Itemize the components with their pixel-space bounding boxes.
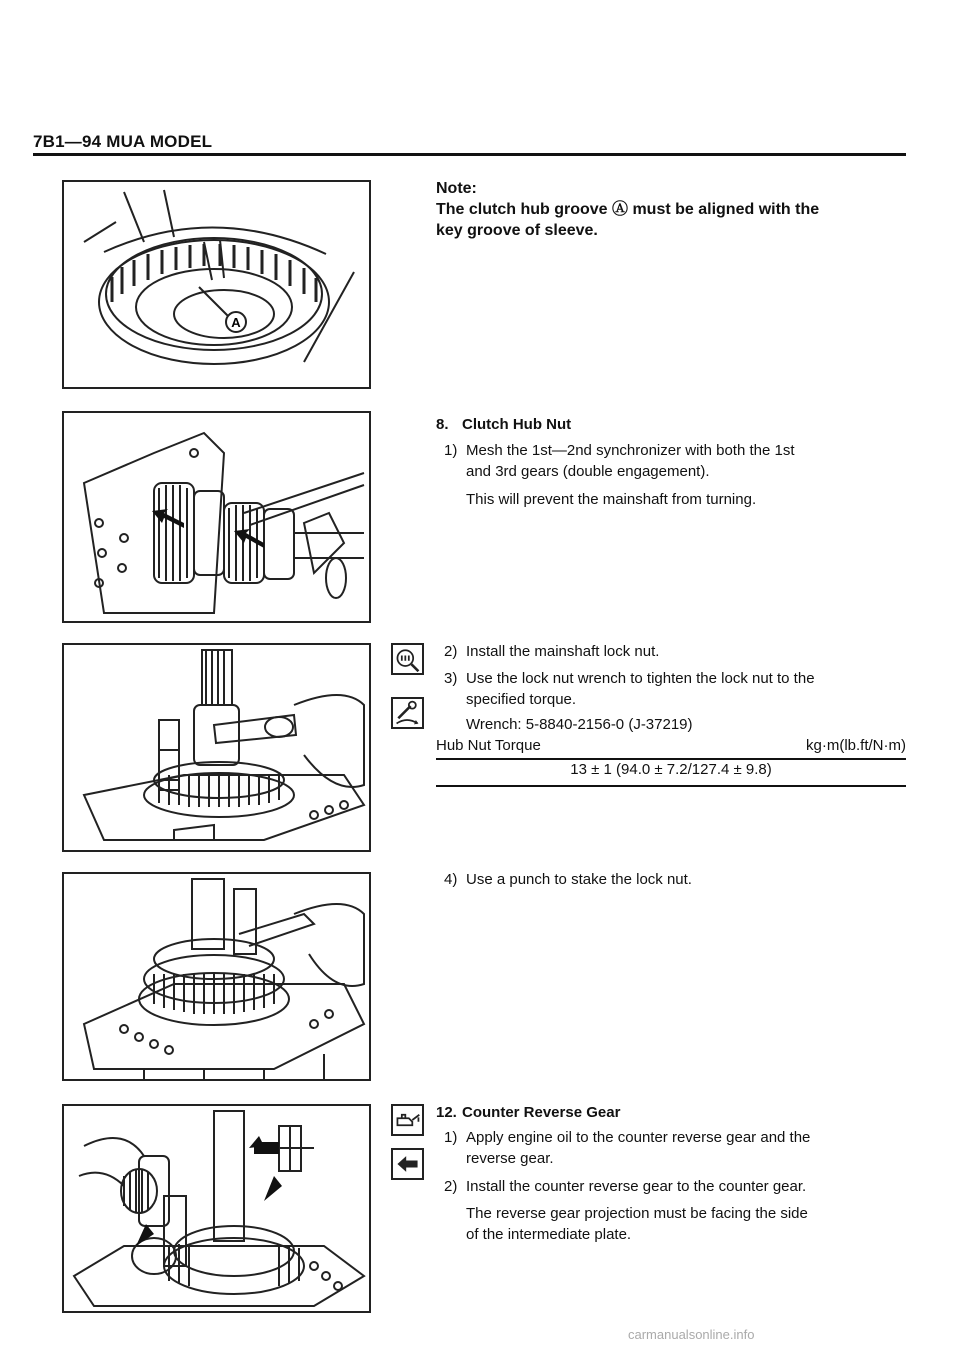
step-12-title: Counter Reverse Gear [462, 1104, 621, 1121]
oil-can-icon [391, 1104, 424, 1136]
step-8-sub-1 [436, 440, 906, 510]
torque-value: 13 ± 1 (94.0 ± 7.2/127.4 ± 9.8) [570, 761, 772, 778]
footer-watermark: carmanualsonline.info [628, 1327, 755, 1342]
step-8-sub-1-line-1: Mesh the 1st—2nd synchronizer with both the 1st [466, 442, 795, 459]
callout-a-label: A [231, 315, 241, 330]
step-8-heading [436, 414, 906, 435]
torque-units: kg·m(lb.ft/N·m) [806, 737, 906, 754]
figure-clutch-hub-groove [62, 180, 371, 389]
step-8-title: Clutch Hub Nut [462, 416, 572, 433]
step-8-number: 8. [436, 416, 449, 433]
note-line-2: key groove of sleeve. [436, 222, 598, 239]
step-12-sub-1-line-1: Apply engine oil to the counter reverse gear and the [466, 1129, 811, 1146]
header-rule [33, 153, 906, 156]
step-8-sub-1-number: 1) [444, 442, 458, 459]
step-12-sub-2-number: 2) [444, 1178, 458, 1195]
page-header: 7B1—94 MUA MODEL [33, 132, 213, 151]
step-12-sub-1-number: 1) [444, 1129, 458, 1146]
note-block [436, 178, 906, 241]
lock-nut-wrench-illustration [64, 645, 369, 850]
step-8-sub-2-number: 2) [444, 643, 458, 660]
step-12-sub-2 [436, 1176, 906, 1245]
install-direction-arrow-icon [391, 1148, 424, 1180]
step-8-sub-3-line-1: Use the lock nut wrench to tighten the lock nut to the [466, 670, 815, 687]
step-8-sub-4-text: Use a punch to stake the lock nut. [466, 871, 692, 888]
step-12-sub-2-line-1: Install the counter reverse gear to the counter gear. [466, 1178, 807, 1195]
punch-stake-illustration [64, 874, 369, 1079]
clutch-hub-illustration [64, 182, 369, 387]
install-mainshaft-icon [391, 643, 424, 675]
torque-label: Hub Nut Torque [436, 737, 541, 754]
step-12-number: 12. [436, 1104, 457, 1121]
step-12-sub-2-line-2: The reverse gear projection must be facing the side [466, 1205, 808, 1222]
figure-lock-nut-wrench [62, 643, 371, 852]
step-8-sub-1-line-2: and 3rd gears (double engagement). [466, 463, 710, 480]
step-8-sub-4-number: 4) [444, 871, 458, 888]
step-8-sub-2-text: Install the mainshaft lock nut. [466, 643, 660, 660]
torque-table-rule-top [436, 758, 906, 760]
step-8-sub-3-number: 3) [444, 670, 458, 687]
note-line-1: The clutch hub groove Ⓐ must be aligned with the [436, 201, 820, 218]
step-8-sub-2 [436, 641, 906, 662]
synchronizer-illustration [64, 413, 369, 621]
note-title: Note: [436, 180, 477, 197]
step-8-sub-1-line-3: This will prevent the mainshaft from turning. [466, 491, 757, 508]
step-12-heading [436, 1102, 906, 1123]
torque-wrench-icon [391, 697, 424, 729]
step-8-sub-3-line-2: specified torque. [466, 691, 577, 708]
step-8-sub-3-line-3: Wrench: 5-8840-2156-0 (J-37219) [466, 716, 693, 733]
step-12-sub-2-line-3: of the intermediate plate. [466, 1226, 632, 1243]
step-8-sub-4 [436, 869, 906, 890]
step-8-sub-3 [436, 668, 906, 735]
step-12-sub-1-line-2: reverse gear. [466, 1150, 554, 1167]
step-12-sub-1 [436, 1127, 906, 1169]
torque-table-rule-bottom [436, 785, 906, 787]
figure-counter-reverse-gear [62, 1104, 371, 1313]
figure-punch-stake [62, 872, 371, 1081]
counter-reverse-gear-illustration [64, 1106, 369, 1311]
figure-synchronizer-engagement [62, 411, 371, 623]
